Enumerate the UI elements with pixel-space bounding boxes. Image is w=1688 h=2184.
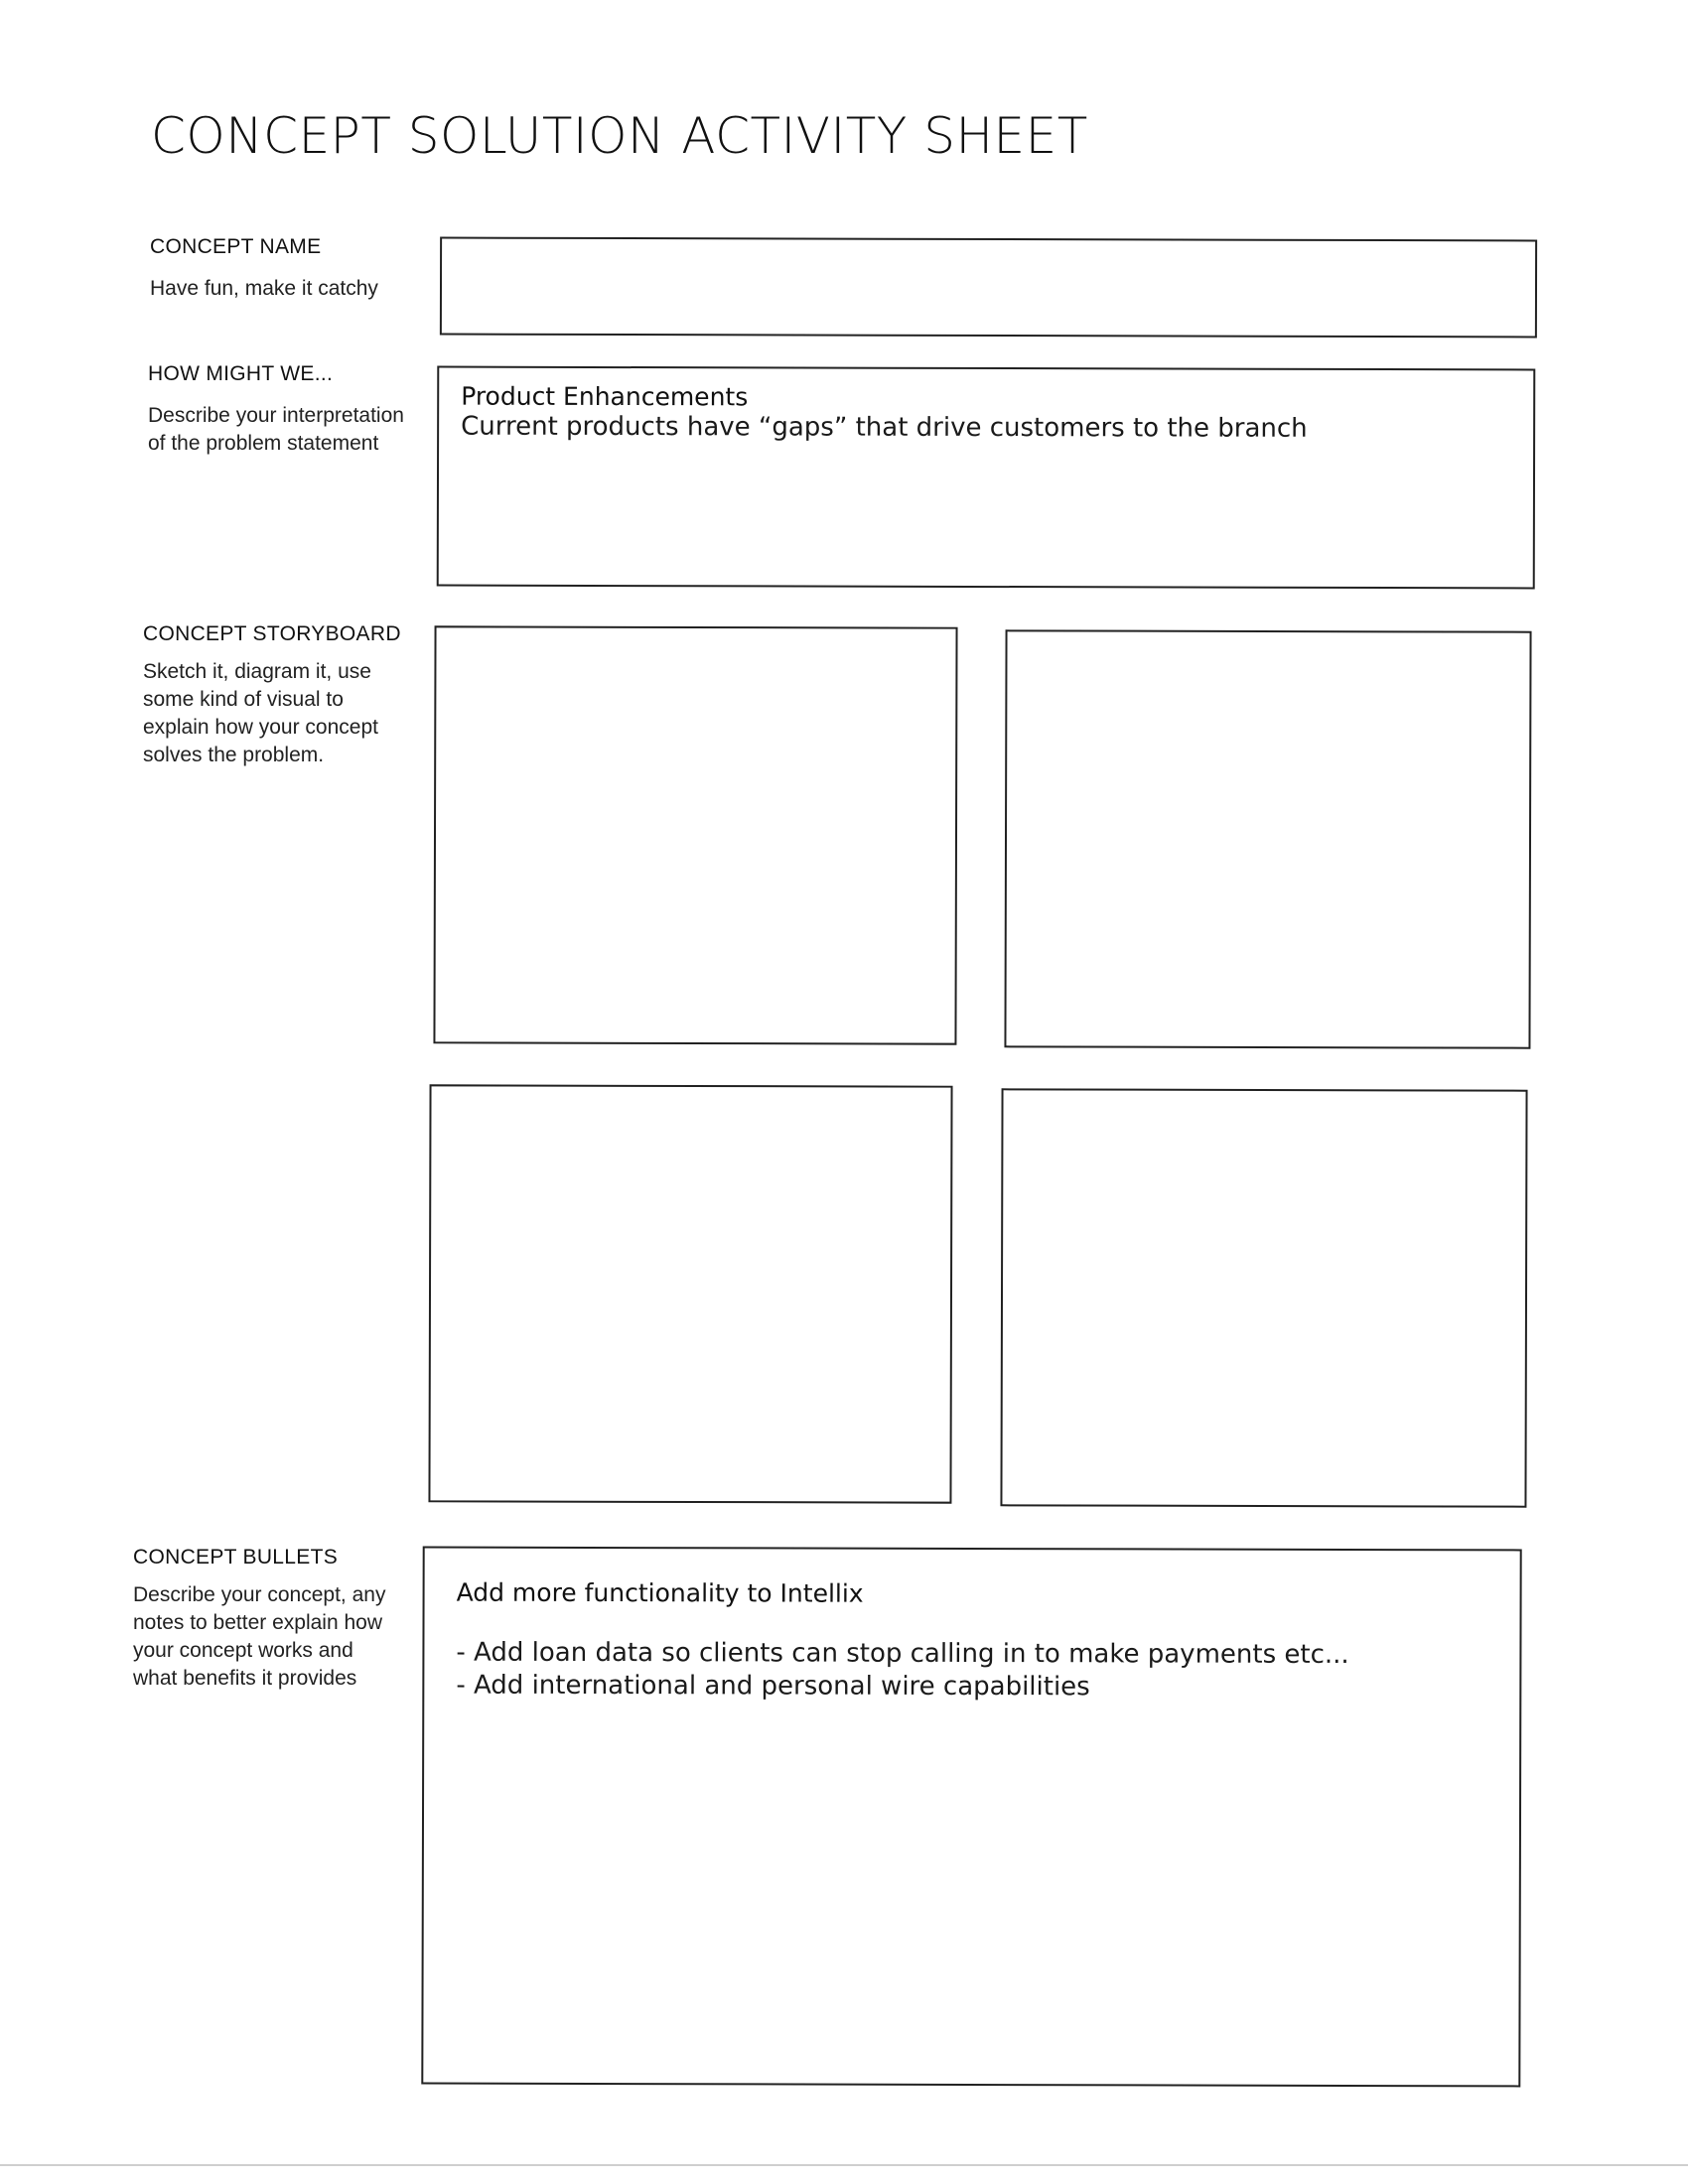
storyboard-description-line: Sketch it, diagram it, use — [143, 660, 371, 683]
storyboard-panel-content — [1008, 631, 1530, 632]
how-might-we-label-block — [148, 362, 416, 458]
bullets-heading: CONCEPT BULLETS — [133, 1546, 338, 1569]
storyboard-label-block — [143, 622, 411, 769]
bullets-description-line: what benefits it provides — [133, 1667, 357, 1690]
scan-edge-line — [0, 2164, 1688, 2166]
storyboard-panel-content — [1004, 1090, 1526, 1091]
bullets-box-title: Add more functionality to Intellix — [456, 1577, 864, 1608]
page-title: CONCEPT SOLUTION ACTIVITY SHEET — [151, 107, 1088, 165]
bullets-description-line: your concept works and — [133, 1639, 353, 1662]
bullets-description-line: Describe your concept, any — [133, 1583, 386, 1606]
storyboard-description-line: explain how your concept — [143, 716, 378, 739]
bullets-label-block — [133, 1546, 401, 1693]
storyboard-panel-3[interactable] — [428, 1084, 952, 1503]
storyboard-panel-content — [437, 627, 956, 628]
how-might-we-box-text: Current products have “gaps” that drive customers to the branch — [461, 411, 1308, 444]
bullets-description-line: notes to better explain how — [133, 1611, 382, 1634]
bullets-box[interactable] — [421, 1547, 1521, 2088]
storyboard-description-line: solves the problem. — [143, 744, 325, 766]
concept-name-field[interactable] — [440, 237, 1537, 339]
how-might-we-heading: HOW MIGHT WE... — [148, 362, 334, 385]
how-might-we-box[interactable] — [437, 366, 1536, 590]
bullet-item: - Add loan data so clients can stop calling in to make payments etc... — [456, 1637, 1349, 1670]
storyboard-description-line: some kind of visual to — [143, 688, 344, 711]
concept-name-value — [442, 239, 1535, 242]
storyboard-panel-2[interactable] — [1004, 629, 1531, 1048]
how-might-we-description-line: of the problem statement — [148, 432, 379, 455]
concept-name-description: Have fun, make it catchy — [150, 277, 378, 300]
concept-name-label-block — [150, 235, 418, 303]
how-might-we-box-title: Product Enhancements — [461, 381, 749, 412]
storyboard-panel-1[interactable] — [433, 625, 957, 1044]
storyboard-heading: CONCEPT STORYBOARD — [143, 622, 401, 645]
how-might-we-description-line: Describe your interpretation — [148, 404, 404, 427]
bullet-item: - Add international and personal wire capabilities — [456, 1670, 1090, 1703]
storyboard-panel-content — [432, 1086, 951, 1087]
concept-name-heading: CONCEPT NAME — [150, 235, 322, 258]
storyboard-panel-4[interactable] — [1000, 1088, 1527, 1507]
